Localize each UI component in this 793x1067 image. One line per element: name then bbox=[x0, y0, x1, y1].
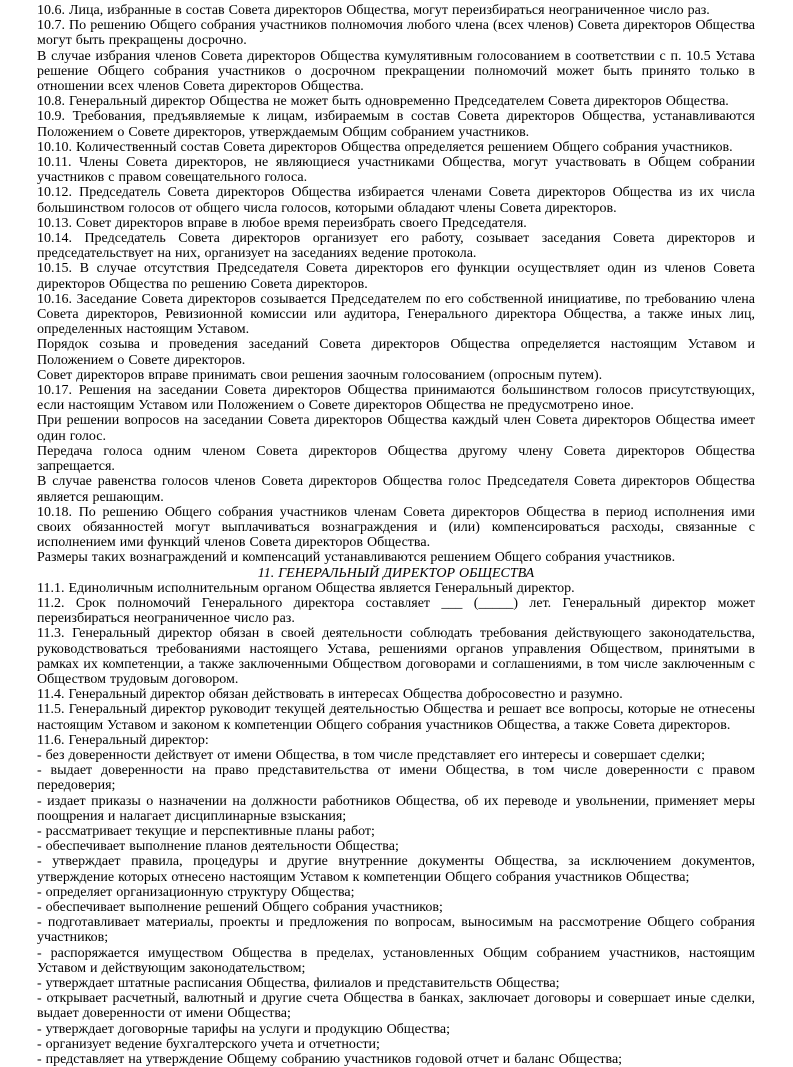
director-duty-item-11: - утверждает штатные расписания Общества, филиалов и представительств Общества; bbox=[37, 976, 560, 991]
clause-10-17: 10.17. Решения на заседании Совета директоров Общества принимаются большинством голосов присутствующих, если настоящим Уставом или Положением о Совете директоров Общества не предусмотрено иное. bbox=[37, 383, 755, 414]
director-duty-item-7: - определяет организационную структуру Общества; bbox=[37, 884, 355, 900]
clause-11-1: 11.1. Единоличным исполнительным органом Общества является Генеральный директор. bbox=[37, 580, 575, 596]
clause-10-17-continuation-2: Передача голоса одним членом Совета директоров Общества другому члену Совета директоров Общества запрещается. bbox=[37, 443, 755, 475]
director-duty-item-12: - открывает расчетный, валютный и другие счета Общества в банках, заключает договоры и совершает иные сделки, выдает доверенности от имени Общества; bbox=[37, 991, 755, 1022]
director-duty-item-9: - подготавливает материалы, проекты и предложения по вопросам, выносимым на рассмотрение Общего собрания участников; bbox=[37, 915, 755, 946]
director-duty-item-8: - обеспечивает выполнение решений Общего собрания участников; bbox=[37, 899, 443, 915]
clause-10-13: 10.13. Совет директоров вправе в любое время переизбрать своего Председателя. bbox=[37, 215, 527, 231]
director-duty-item-15: - представляет на утверждение Общему собранию участников годовой отчет и баланс Общества; bbox=[37, 1052, 623, 1067]
clause-10-6: 10.6. Лица, избранные в состав Совета директоров Общества, могут переизбираться неограниченное число раз. bbox=[37, 3, 710, 18]
clause-10-12: 10.12. Председатель Совета директоров Общества избирается членами Совета директоров Общества из их числа большинством голосов от общего числа голосов, которыми обладают члены Совета директоров. bbox=[37, 185, 755, 216]
clause-10-16-continuation-2: Совет директоров вправе принимать свои решения заочным голосованием (опросным путем). bbox=[37, 367, 603, 383]
director-duty-item-5: - обеспечивает выполнение планов деятельности Общества; bbox=[37, 839, 399, 855]
clause-11-4: 11.4. Генеральный директор обязан действовать в интересах Общества добросовестно и разумно. bbox=[37, 687, 623, 703]
director-duty-item-10: - распоряжается имуществом Общества в пределах, установленных Общим собранием участников, настоящим Уставом и действующим законодательством; bbox=[37, 945, 755, 976]
section-11-heading: 11. ГЕНЕРАЛЬНЫЙ ДИРЕКТОР ОБЩЕСТВА bbox=[257, 565, 535, 581]
clause-10-7-continuation: В случае избрания членов Совета директоров Общества кумулятивным голосованием в соответствии с п. 10.5 Устава решение Общего собрания участников о досрочном прекращении полномочий может быть принято только в отношении всех членов Совета директоров Общества. bbox=[37, 48, 755, 95]
clause-11-3: 11.3. Генеральный директор обязан в своей деятельности соблюдать требования действующего законодательства, руководствоваться требованиями настоящего Устава, решениями органов управления Обществом, принятыми в рамках их компетенции, а также заключенными Обществом договорами и соглашениями, в том числе заключенным с Обществом трудовым договором. bbox=[37, 626, 755, 687]
clause-10-9: 10.9. Требования, предъявляемые к лицам, избираемым в состав Совета директоров Общества, устанавливаются Положением о Совете директоров, утверждаемым Общим собранием участников. bbox=[37, 109, 755, 140]
clause-10-17-continuation-3: В случае равенства голосов членов Совета директоров Общества голос Председателя Совета директоров Общества является решающим. bbox=[37, 474, 755, 505]
director-duty-item-3: - издает приказы о назначении на должности работников Общества, об их переводе и увольнении, применяет меры поощрения и налагает дисциплинарные взыскания; bbox=[37, 793, 755, 824]
clause-10-16-continuation-1: Порядок созыва и проведения заседаний Совета директоров Общества определяется настоящим Уставом и Положением о Совете директоров. bbox=[37, 337, 755, 368]
clause-10-18: 10.18. По решению Общего собрания участников членам Совета директоров Общества в период исполнения ими своих обязанностей могут выплачиваться вознаграждения и (или) компенсироваться расходы, связанные с исполнением ими функций членов Совета директоров Общества. bbox=[37, 504, 755, 551]
clause-10-15: 10.15. В случае отсутствия Председателя Совета директоров его функции осуществляет один из членов Совета директоров Общества по решению Совета директоров. bbox=[37, 261, 755, 292]
director-duty-item-1: - без доверенности действует от имени Общества, в том числе представляет его интересы и совершает сделки; bbox=[37, 747, 705, 763]
director-duty-item-14: - организует ведение бухгалтерского учета и отчетности; bbox=[37, 1036, 380, 1052]
clause-10-16: 10.16. Заседание Совета директоров созывается Председателем по его собственной инициативе, по требованию члена Совета директоров, Ревизионной комиссии или аудитора, Генерального директора Общества, а также иных лиц, определенных настоящим Уставом. bbox=[37, 291, 755, 338]
director-duty-item-13: - утверждает договорные тарифы на услуги и продукцию Общества; bbox=[37, 1021, 451, 1037]
clause-10-11: 10.11. Члены Совета директоров, не являющиеся участниками Общества, могут участвовать в Общем собрании участников с правом совещательного голоса. bbox=[37, 155, 755, 186]
clause-10-17-continuation-1: При решении вопросов на заседании Совета директоров Общества каждый член Совета директоров Общества имеет один голос. bbox=[37, 413, 755, 444]
director-duty-item-4: - рассматривает текущие и перспективные планы работ; bbox=[37, 823, 375, 839]
clause-11-2: 11.2. Срок полномочий Генерального директора составляет ___ (_____) лет. Генеральный директор может переизбираться неограниченное число раз. bbox=[37, 595, 755, 627]
clause-10-10: 10.10. Количественный состав Совета директоров Общества определяется решением Общего собрания участников. bbox=[37, 139, 733, 155]
clause-10-8: 10.8. Генеральный директор Общества не может быть одновременно Председателем Совета директоров Общества. bbox=[37, 94, 729, 110]
clause-10-14: 10.14. Председатель Совета директоров организует его работу, созывает заседания Совета директоров и председательствует на них, организует на заседаниях ведение протокола. bbox=[37, 231, 755, 262]
director-duty-item-6: - утверждает правила, процедуры и другие внутренние документы Общества, за исключением документов, утверждение которых отнесено настоящим Уставом к компетенции Общего собрания участников Общества; bbox=[37, 854, 755, 885]
clause-11-6: 11.6. Генеральный директор: bbox=[37, 732, 209, 748]
clause-11-5: 11.5. Генеральный директор руководит текущей деятельностью Общества и решает все вопросы, которые не отнесены настоящим Уставом и законом к компетенции Общего собрания участников Общества, а также Совета директоров. bbox=[37, 702, 755, 733]
clause-10-7: 10.7. По решению Общего собрания участников полномочия любого члена (всех членов) Совета директоров Общества могут быть прекращены досрочно. bbox=[37, 18, 755, 49]
clause-10-18-continuation: Размеры таких вознаграждений и компенсаций устанавливаются решением Общего собрания участников. bbox=[37, 550, 676, 566]
director-duty-item-2: - выдает доверенности на право представительства от имени Общества, в том числе доверенности с правом передоверия; bbox=[37, 763, 755, 794]
